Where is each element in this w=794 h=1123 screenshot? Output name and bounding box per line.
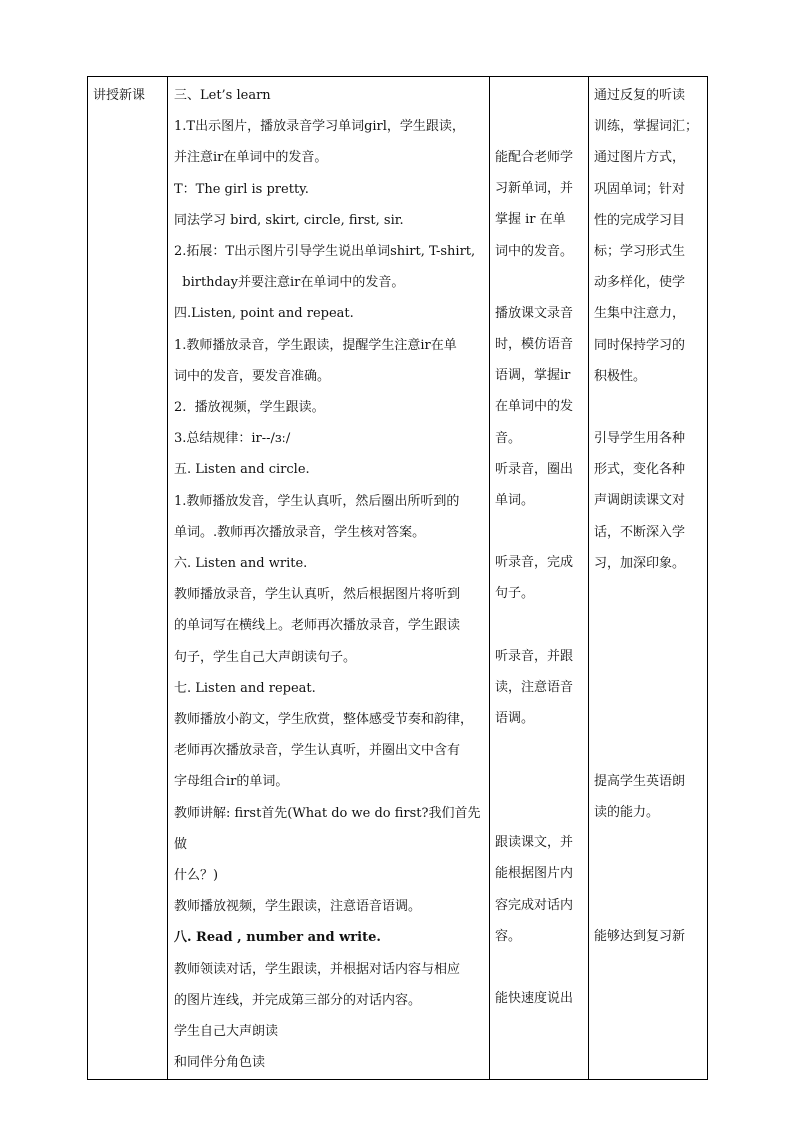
text-line: 1.教师播放发音，学生认真听，然后圈出所听到的 [174,493,460,509]
text-line: 教师领读对话，学生跟读，并根据对话内容与相应 [174,961,461,977]
student-activity-block [495,142,584,267]
student-activity-block [495,298,584,454]
text-line: 教师播放小韵文，学生欣赏，整体感受节奏和韵律， [174,712,474,728]
table-row [88,77,708,1080]
text-line: 语调，掌握ir [495,368,571,384]
text-line: 和同伴分角色读 [174,1055,266,1071]
text-line: 掌握 ir 在单 [495,212,566,228]
text-line: 六. Listen and write. [174,556,308,572]
text-line: 五. Listen and circle. [174,462,310,478]
text-line: 时，模仿语音 [495,337,574,353]
text-line: 能根据图片内 [495,866,574,882]
student-activity-block [495,641,584,735]
text-line: 声调朗读课文对 [594,493,686,509]
text-line: 通过图片方式， [594,150,686,166]
student-activity-block [495,547,584,609]
text-line: 通过反复的听读 [594,88,686,103]
procedure-cell [168,77,490,1080]
text-line: 容完成对话内 [495,897,574,913]
text-line: 教师播放视频，学生跟读，注意语音语调。 [174,899,422,915]
text-line: 提高学生英语朗 [594,774,686,790]
text-line: 字母组合ir的单词。 [174,774,289,790]
section-label-cell [88,77,168,1080]
text-line: 同时保持学习的 [594,337,686,353]
procedure-lines [174,80,485,1079]
text-line: 性的完成学习目 [594,212,686,228]
design-intent-block [594,921,703,952]
text-line: 在单词中的发 [495,399,574,415]
text-line: T：The girl is pretty. [174,181,309,197]
text-line: 习，加深印象。 [594,555,686,571]
text-line: 习新单词，并 [495,181,574,197]
text-line: 容。 [495,928,522,944]
text-line: 动多样化，使学 [594,275,686,291]
text-line: 能快速度说出 [495,991,574,1007]
text-line: 形式，变化各种 [594,462,686,478]
text-line: 并注意ir在单词中的发音。 [174,150,328,166]
student-activity-block [495,827,584,952]
section-label: 讲授新课 [93,88,146,103]
text-line: 句子。 [495,586,535,602]
student-activity-cell [490,77,589,1080]
text-line: 单词。.教师再次播放录音，学生核对答案。 [174,524,426,540]
text-line: 跟读课文，并 [495,835,574,851]
text-line: 音。 [495,430,522,446]
design-intent-block [594,423,703,579]
student-activity-block [495,454,584,516]
text-line: 听录音，并跟 [495,648,574,664]
student-activity-block [495,983,584,1014]
text-line: 1.教师播放录音，学生跟读，提醒学生注意ir在单 [174,337,457,353]
text-line: 读的能力。 [594,805,660,821]
design-intent-cell [589,77,708,1080]
text-line: 的图片连线，并完成第三部分的对话内容。 [174,992,422,1008]
text-line: 引导学生用各种 [594,431,686,447]
text-line: 标；学习形式生 [594,244,686,260]
text-line: 词中的发音，要发音准确。 [174,368,331,384]
text-line: 句子，学生自己大声朗读句子。 [174,649,357,665]
text-line: 能配合老师学 [495,150,574,165]
text-line: 听录音，圈出 [495,461,574,477]
text-line: 八. Read , number and write. [174,930,381,946]
text-line: 读，注意语音 [495,679,574,695]
text-line: 1.T出示图片，播放录音学习单词girl，学生跟读， [174,119,465,135]
text-line: birthday并要注意ir在单词中的发音。 [174,275,405,291]
text-line: 七. Listen and repeat. [174,680,316,696]
text-line: 巩固单词；针对 [594,181,686,197]
text-line: 语调。 [495,711,535,727]
text-line: 教师讲解: first首先(What do we do first?我们首先做 [174,805,481,852]
text-line: 三、Let’s learn [174,88,271,103]
text-line: 什么？) [174,868,219,884]
text-line: 教师播放录音，学生认真听，然后根据图片将听到 [174,587,461,603]
text-line: 2.拓展：T出示图片引导学生说出单词shirt, T-shirt, [174,244,476,260]
text-line: 3.总结规律：ir--/ɜː/ [174,431,291,447]
text-line: 训练，掌握词汇； [594,119,699,135]
text-line: 播放课文录音 [495,305,574,321]
text-line: 话，不断深入学 [594,524,686,540]
text-line: 2. 播放视频，学生跟读。 [174,400,325,416]
text-line: 四.Listen, point and repeat. [174,306,354,322]
text-line: 词中的发音。 [495,243,574,259]
text-line: 生集中注意力， [594,306,686,322]
text-line: 能够达到复习新 [594,929,686,945]
design-intent-block [594,80,703,392]
text-line: 同法学习 bird, skirt, circle, first, sir. [174,212,404,228]
text-line: 学生自己大声朗读 [174,1024,279,1040]
text-line: 单词。 [495,493,535,509]
lesson-plan-table [87,76,708,1080]
text-line: 老师再次播放录音，学生认真听，并圈出文中含有 [174,743,461,759]
design-intent-block [594,766,703,828]
text-line: 的单词写在横线上。老师再次播放录音，学生跟读 [174,618,461,634]
text-line: 听录音，完成 [495,555,574,571]
text-line: 积极性。 [594,368,647,384]
